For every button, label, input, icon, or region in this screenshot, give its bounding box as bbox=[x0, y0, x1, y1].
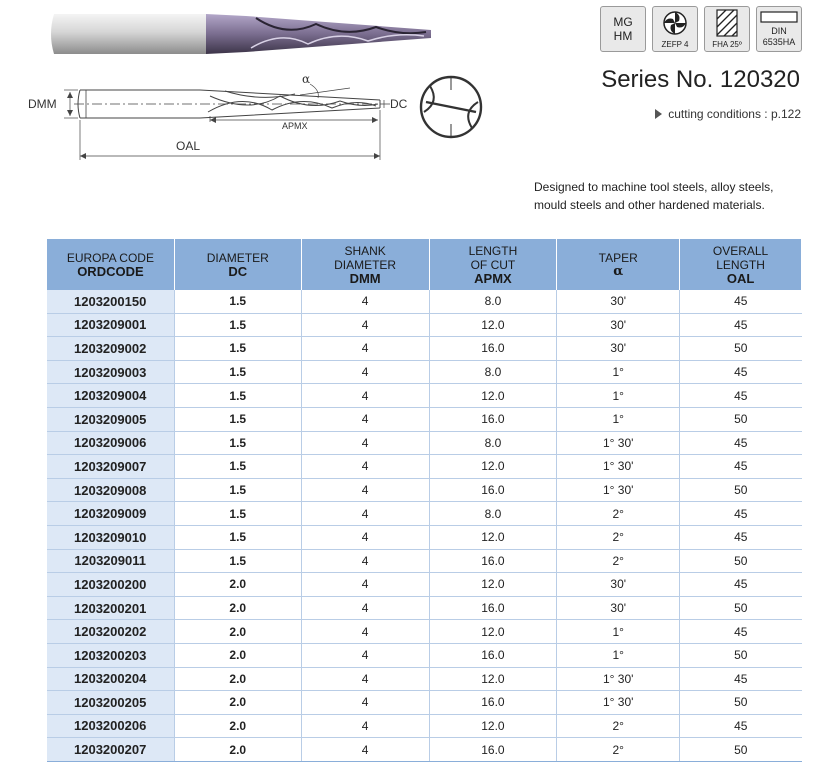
header-line: EUROPA CODE bbox=[66, 250, 154, 265]
header-line: OF CUT bbox=[470, 257, 516, 272]
cell-length-of-cut: 16.0 bbox=[429, 596, 557, 620]
header-taper bbox=[557, 239, 680, 290]
cell-overall-length: 45 bbox=[680, 384, 802, 408]
header-length-of-cut bbox=[429, 239, 557, 290]
cell-ordcode: 1203209009 bbox=[47, 502, 175, 526]
cell-ordcode: 1203200150 bbox=[47, 290, 175, 313]
cell-diameter: 2.0 bbox=[174, 667, 301, 691]
cell-length-of-cut: 12.0 bbox=[429, 714, 557, 738]
table-row bbox=[47, 549, 802, 573]
table-row bbox=[47, 573, 802, 597]
cell-overall-length: 50 bbox=[680, 691, 802, 715]
cell-overall-length: 50 bbox=[680, 643, 802, 667]
cell-overall-length: 45 bbox=[680, 431, 802, 455]
cell-shank-diameter: 4 bbox=[301, 337, 429, 361]
oal-label: OAL bbox=[176, 139, 201, 153]
series-title: Series No. 120320 bbox=[601, 66, 800, 93]
cell-overall-length: 45 bbox=[680, 667, 802, 691]
table-row bbox=[47, 313, 802, 337]
cell-overall-length: 50 bbox=[680, 738, 802, 762]
table-row bbox=[47, 478, 802, 502]
spec-table bbox=[46, 239, 802, 762]
cell-overall-length: 45 bbox=[680, 714, 802, 738]
table-row bbox=[47, 384, 802, 408]
cell-diameter: 1.5 bbox=[174, 478, 301, 502]
cell-shank-diameter: 4 bbox=[301, 549, 429, 573]
cell-length-of-cut: 12.0 bbox=[429, 620, 557, 644]
cell-diameter: 1.5 bbox=[174, 384, 301, 408]
cell-shank-diameter: 4 bbox=[301, 573, 429, 597]
cell-overall-length: 50 bbox=[680, 549, 802, 573]
material-badge bbox=[600, 6, 646, 52]
cell-overall-length: 50 bbox=[680, 407, 802, 431]
header-code: DMM bbox=[349, 270, 381, 286]
cell-taper: 1° bbox=[557, 620, 680, 644]
cell-length-of-cut: 16.0 bbox=[429, 691, 557, 715]
cell-ordcode: 1203200203 bbox=[47, 643, 175, 667]
cell-ordcode: 1203209002 bbox=[47, 337, 175, 361]
cell-length-of-cut: 16.0 bbox=[429, 643, 557, 667]
cell-ordcode: 1203200207 bbox=[47, 738, 175, 762]
cell-taper: 1° bbox=[557, 384, 680, 408]
cell-length-of-cut: 8.0 bbox=[429, 502, 557, 526]
table-row bbox=[47, 643, 802, 667]
zefp-badge bbox=[652, 6, 698, 52]
table-row bbox=[47, 431, 802, 455]
table-row bbox=[47, 407, 802, 431]
helix-angle-icon bbox=[705, 7, 749, 39]
header-code: APMX bbox=[474, 270, 512, 286]
arrow-right-icon bbox=[655, 109, 662, 119]
cell-overall-length: 45 bbox=[680, 455, 802, 479]
cell-overall-length: 45 bbox=[680, 620, 802, 644]
cell-overall-length: 45 bbox=[680, 313, 802, 337]
cell-ordcode: 1203200205 bbox=[47, 691, 175, 715]
cell-length-of-cut: 16.0 bbox=[429, 478, 557, 502]
cell-length-of-cut: 12.0 bbox=[429, 384, 557, 408]
cell-diameter: 1.5 bbox=[174, 549, 301, 573]
description-line-1: Designed to machine tool steels, alloy steels, bbox=[534, 180, 774, 194]
cell-length-of-cut: 12.0 bbox=[429, 573, 557, 597]
cell-shank-diameter: 4 bbox=[301, 738, 429, 762]
cell-ordcode: 1203209004 bbox=[47, 384, 175, 408]
cell-overall-length: 45 bbox=[680, 502, 802, 526]
cell-shank-diameter: 4 bbox=[301, 596, 429, 620]
cell-length-of-cut: 12.0 bbox=[429, 313, 557, 337]
description-line-2: mould steels and other hardened materials. bbox=[534, 198, 765, 212]
cell-overall-length: 45 bbox=[680, 525, 802, 549]
cell-diameter: 1.5 bbox=[174, 360, 301, 384]
cell-ordcode: 1203200201 bbox=[47, 596, 175, 620]
table-header-row bbox=[47, 239, 802, 290]
cell-taper: 30' bbox=[557, 290, 680, 313]
cell-ordcode: 1203209003 bbox=[47, 360, 175, 384]
cell-diameter: 2.0 bbox=[174, 620, 301, 644]
cell-shank-diameter: 4 bbox=[301, 502, 429, 526]
cell-diameter: 2.0 bbox=[174, 714, 301, 738]
table-row bbox=[47, 502, 802, 526]
cell-overall-length: 45 bbox=[680, 360, 802, 384]
cell-length-of-cut: 16.0 bbox=[429, 337, 557, 361]
cell-taper: 2° bbox=[557, 549, 680, 573]
cell-length-of-cut: 8.0 bbox=[429, 431, 557, 455]
fha-label: FHA 25º bbox=[712, 40, 742, 49]
cell-overall-length: 50 bbox=[680, 337, 802, 361]
table-row bbox=[47, 596, 802, 620]
table-row bbox=[47, 620, 802, 644]
cell-diameter: 1.5 bbox=[174, 337, 301, 361]
cell-taper: 30' bbox=[557, 573, 680, 597]
product-description bbox=[534, 178, 804, 214]
dc-label: DC bbox=[390, 97, 408, 111]
cell-diameter: 1.5 bbox=[174, 290, 301, 313]
header-line: DIAMETER bbox=[334, 257, 397, 272]
header-line: LENGTH bbox=[716, 257, 765, 272]
dmm-label: DMM bbox=[28, 97, 57, 111]
cell-shank-diameter: 4 bbox=[301, 360, 429, 384]
header-code: OAL bbox=[726, 270, 755, 286]
cell-shank-diameter: 4 bbox=[301, 290, 429, 313]
cell-ordcode: 1203209006 bbox=[47, 431, 175, 455]
cell-taper: 1° 30' bbox=[557, 691, 680, 715]
table-row bbox=[47, 691, 802, 715]
cell-taper: 2° bbox=[557, 738, 680, 762]
table-row bbox=[47, 360, 802, 384]
cell-diameter: 2.0 bbox=[174, 738, 301, 762]
cutting-conditions-link[interactable] bbox=[655, 107, 801, 121]
cell-shank-diameter: 4 bbox=[301, 643, 429, 667]
cell-shank-diameter: 4 bbox=[301, 407, 429, 431]
cell-ordcode: 1203209010 bbox=[47, 525, 175, 549]
cell-overall-length: 50 bbox=[680, 478, 802, 502]
cell-ordcode: 1203200202 bbox=[47, 620, 175, 644]
cell-taper: 1° 30' bbox=[557, 455, 680, 479]
cell-length-of-cut: 16.0 bbox=[429, 407, 557, 431]
table-row bbox=[47, 290, 802, 313]
cell-taper: 1° bbox=[557, 407, 680, 431]
din-badge bbox=[756, 6, 802, 52]
cell-overall-length: 45 bbox=[680, 573, 802, 597]
table-body bbox=[47, 290, 802, 761]
cell-shank-diameter: 4 bbox=[301, 384, 429, 408]
cell-diameter: 1.5 bbox=[174, 502, 301, 526]
cell-diameter: 1.5 bbox=[174, 525, 301, 549]
cell-ordcode: 1203209001 bbox=[47, 313, 175, 337]
header-code: ORDCODE bbox=[77, 263, 144, 279]
cell-shank-diameter: 4 bbox=[301, 478, 429, 502]
cell-length-of-cut: 12.0 bbox=[429, 455, 557, 479]
header-line: OVERALL bbox=[712, 243, 769, 258]
end-mill-photo bbox=[46, 8, 436, 60]
alpha-label: α bbox=[302, 72, 311, 86]
header-line: LENGTH bbox=[468, 243, 518, 258]
cell-diameter: 2.0 bbox=[174, 596, 301, 620]
dimension-drawing bbox=[20, 66, 420, 166]
cell-diameter: 2.0 bbox=[174, 573, 301, 597]
cell-ordcode: 1203209008 bbox=[47, 478, 175, 502]
cell-diameter: 1.5 bbox=[174, 431, 301, 455]
cell-shank-diameter: 4 bbox=[301, 455, 429, 479]
material-line2: HM bbox=[613, 29, 633, 43]
table-row bbox=[47, 525, 802, 549]
cell-taper: 1° 30' bbox=[557, 667, 680, 691]
cell-diameter: 2.0 bbox=[174, 643, 301, 667]
cell-diameter: 1.5 bbox=[174, 407, 301, 431]
header-line: DIAMETER bbox=[206, 250, 269, 265]
material-line1: MG bbox=[613, 15, 633, 29]
header-overall-length bbox=[680, 239, 802, 290]
cell-overall-length: 45 bbox=[680, 290, 802, 313]
cell-shank-diameter: 4 bbox=[301, 525, 429, 549]
zefp-label: ZEFP 4 bbox=[661, 40, 689, 49]
header-code: DC bbox=[228, 263, 248, 279]
table-row bbox=[47, 455, 802, 479]
cell-taper: 30' bbox=[557, 337, 680, 361]
cell-shank-diameter: 4 bbox=[301, 431, 429, 455]
cell-ordcode: 1203209007 bbox=[47, 455, 175, 479]
cell-taper: 1° bbox=[557, 643, 680, 667]
table-row bbox=[47, 337, 802, 361]
cell-diameter: 1.5 bbox=[174, 455, 301, 479]
header-line: TAPER bbox=[598, 250, 638, 265]
cell-shank-diameter: 4 bbox=[301, 714, 429, 738]
cell-length-of-cut: 12.0 bbox=[429, 525, 557, 549]
cell-ordcode: 1203200200 bbox=[47, 573, 175, 597]
cell-ordcode: 1203209011 bbox=[47, 549, 175, 573]
four-flute-icon bbox=[653, 7, 697, 39]
apmx-label: APMX bbox=[282, 121, 308, 131]
din-line2: 6535HA bbox=[762, 37, 796, 47]
din-line1: DIN bbox=[771, 26, 787, 36]
cell-shank-diameter: 4 bbox=[301, 620, 429, 644]
cell-shank-diameter: 4 bbox=[301, 667, 429, 691]
fha-badge bbox=[704, 6, 750, 52]
cell-taper: 2° bbox=[557, 525, 680, 549]
cell-ordcode: 1203200204 bbox=[47, 667, 175, 691]
cell-length-of-cut: 16.0 bbox=[429, 738, 557, 762]
header-diameter bbox=[174, 239, 301, 290]
cell-ordcode: 1203209005 bbox=[47, 407, 175, 431]
table-row bbox=[47, 667, 802, 691]
cell-length-of-cut: 16.0 bbox=[429, 549, 557, 573]
cell-diameter: 2.0 bbox=[174, 691, 301, 715]
cell-ordcode: 1203200206 bbox=[47, 714, 175, 738]
cell-taper: 2° bbox=[557, 714, 680, 738]
cutting-conditions-text: cutting conditions : p.122 bbox=[668, 107, 801, 121]
cross-section-view bbox=[416, 72, 486, 142]
cell-length-of-cut: 12.0 bbox=[429, 667, 557, 691]
cell-overall-length: 50 bbox=[680, 596, 802, 620]
table-row bbox=[47, 738, 802, 762]
cell-length-of-cut: 8.0 bbox=[429, 290, 557, 313]
header-code: α bbox=[613, 263, 624, 279]
cell-taper: 30' bbox=[557, 313, 680, 337]
cell-shank-diameter: 4 bbox=[301, 313, 429, 337]
cell-taper: 1° bbox=[557, 360, 680, 384]
table-row bbox=[47, 714, 802, 738]
cell-taper: 1° 30' bbox=[557, 431, 680, 455]
cell-taper: 30' bbox=[557, 596, 680, 620]
header-line: SHANK bbox=[344, 243, 386, 258]
cell-taper: 2° bbox=[557, 502, 680, 526]
header-shank-diameter bbox=[301, 239, 429, 290]
cell-length-of-cut: 8.0 bbox=[429, 360, 557, 384]
cell-diameter: 1.5 bbox=[174, 313, 301, 337]
cell-shank-diameter: 4 bbox=[301, 691, 429, 715]
shank-standard-icon bbox=[757, 7, 801, 27]
cell-taper: 1° 30' bbox=[557, 478, 680, 502]
header-ordcode bbox=[47, 239, 175, 290]
